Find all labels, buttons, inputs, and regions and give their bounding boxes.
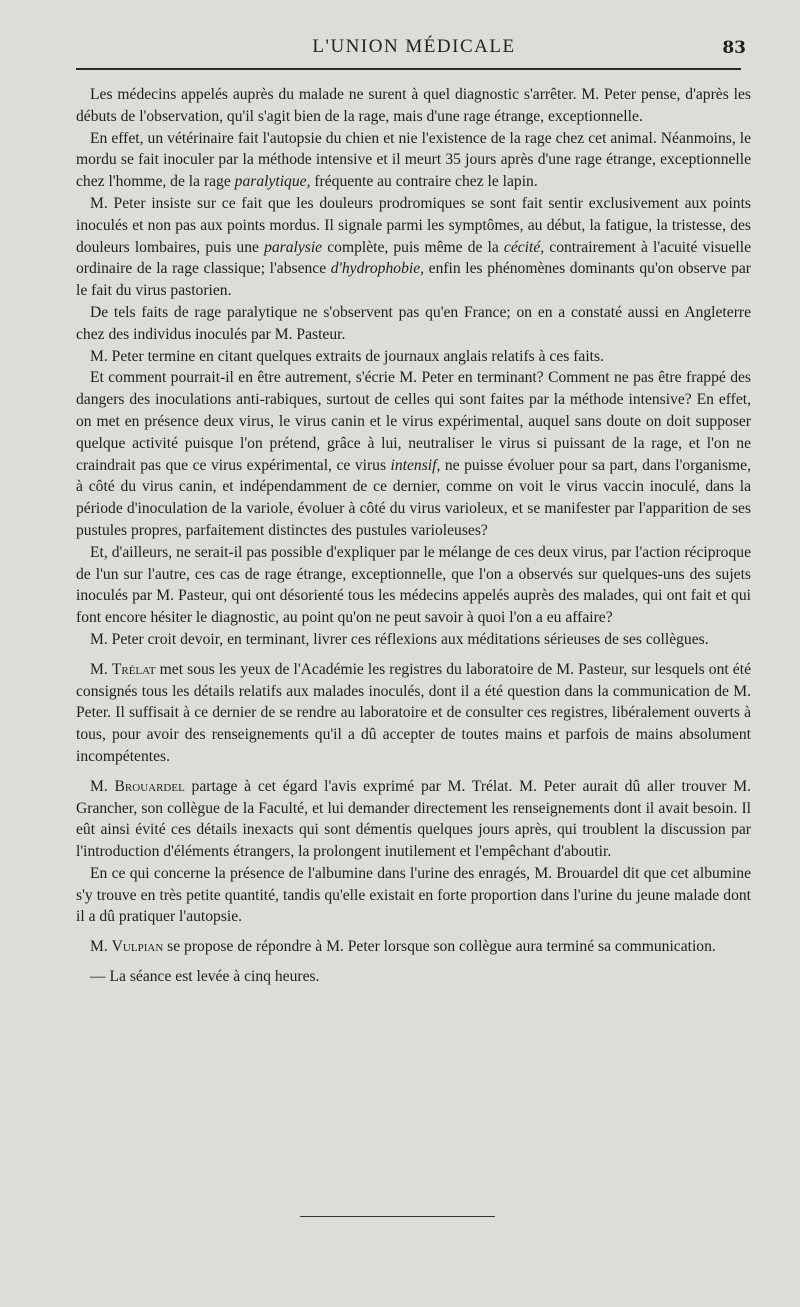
emphasis-text: d'hydrophobie, (330, 260, 425, 278)
text-run: M. (90, 777, 115, 795)
text-run: partage à cet égard l'avis exprimé par M. Trélat. M. Peter aurait dû aller trouver M. Grancher, son collègue de la Faculté, et lui demander directement les renseignements dont il avait besoin. Il eût ainsi évité ces détails inexacts qui sont démentis quelques jours après, qui troublent la discussion par l'introduction d'éléments étrangers, la prolongent inutilement et l'empêchant d'aboutir. (76, 777, 751, 861)
text-run: — La séance est levée à cinq heures. (90, 968, 320, 986)
text-run: contrairement à l'acuité visuelle ordinaire de la rage classique; l'absence (76, 238, 751, 278)
text-run: M. Peter insiste sur ce fait que les douleurs prodromiques se sont fait sentir exclusivement aux points inoculés et non pas aux points mordus. Il signale parmi les symptômes, au début, la fatigue, la tristesse, des douleurs lombaires, puis une (76, 194, 751, 256)
page-header (76, 30, 752, 64)
speaker-name: Brouardel (114, 777, 185, 795)
speaker-name: Trélat (111, 660, 156, 678)
paragraph (76, 346, 751, 368)
text-run: Et comment pourrait-il en être autrement, s'écrie M. Peter en terminant? Comment ne pas être frappé des dangers des inoculations anti-rabiques, surtout de celles qui sont faites par la méthode intensive? En effet, on met en présence deux virus, le virus canin et le virus expérimental, auquel sans doute on doit supposer quelque activité puisque l'on prétend, grâce à lui, neutraliser le virus si puissant de la rage, et l'on ne craindrait pas que ce virus expérimental, ce virus (76, 369, 751, 474)
paragraph (76, 776, 751, 863)
paragraph (76, 302, 751, 346)
closing-rule (300, 1216, 495, 1217)
paragraph (76, 659, 751, 768)
running-title: L'UNION MÉDICALE (312, 36, 516, 57)
text-run: Et, d'ailleurs, ne serait-il pas possible d'expliquer par le mélange de ces deux virus, par l'action réciproque de l'un sur l'autre, ces cas de rage étrange, exceptionnelle, que l'on a observés sur quelques-uns des sujets inoculés par M. Pasteur, qui ont désorienté tous les médecins appelés auprès des malades, qui ont fait et qui font encore hésiter le diagnostic, au point qu'on ne peut savoir à quoi l'on a eu affaire? (76, 543, 751, 627)
paragraph (76, 629, 751, 651)
text-run: En effet, un vétérinaire fait l'autopsie du chien et nie l'existence de la rage chez cet animal. Néanmoins, le mordu se fait inoculer par la méthode intensive et il meurt 35 jours après d'une rage étrange, exceptionnelle chez l'homme, de la rage (76, 129, 751, 191)
emphasis-text: cécité, (503, 238, 545, 256)
text-run: M. Peter croit devoir, en terminant, livrer ces réflexions aux méditations sérieuses de ses collègues. (90, 630, 709, 648)
paragraph (76, 966, 751, 988)
text-run: M. Peter termine en citant quelques extraits de journaux anglais relatifs à ces faits. (90, 347, 604, 365)
speaker-name: Vulpian (111, 938, 164, 956)
article-body (76, 84, 751, 988)
emphasis-text: intensif, (390, 456, 441, 474)
text-run: En ce qui concerne la présence de l'albumine dans l'urine des enragés, M. Brouardel dit que cet albumine s'y trouve en très petite quantité, tandis qu'elle existait en forte proportion dans l'urine du jeune malade dont il a dû pratiquer l'autopsie. (76, 864, 751, 926)
text-run: met sous les yeux de l'Académie les registres du laboratoire de M. Pasteur, sur lesquels ont été consignés tous les détails relatifs aux malades inoculés, dont il a été question dans la communication de M. Peter. Il suffisait à ce dernier de se rendre au laboratoire et de consulter ces registres, libéralement ouverts à tous, pour avoir des renseignements qu'il a dû accepter de toutes mains et parfois de mains absolument incompétentes. (76, 660, 751, 765)
text-run: enfin les phénomènes dominants qu'on observe par le fait du virus pastorien. (76, 260, 751, 300)
text-run: M. (90, 938, 112, 956)
emphasis-text: paralytique, (234, 173, 311, 191)
text-run: se propose de répondre à M. Peter lorsque son collègue aura terminé sa communication. (163, 938, 716, 956)
text-run: M. (90, 660, 112, 678)
paragraph (76, 936, 751, 958)
text-run: fréquente au contraire chez le lapin. (310, 173, 538, 191)
paragraph (76, 367, 751, 541)
paragraph (76, 84, 751, 128)
emphasis-text: paralysie (264, 238, 323, 256)
paragraph (76, 542, 751, 629)
paragraph (76, 128, 751, 193)
header-rule (76, 68, 741, 70)
text-run: complète, puis même de la (322, 238, 504, 256)
page-number: 83 (722, 38, 746, 58)
text-run: Les médecins appelés auprès du malade ne surent à quel diagnostic s'arrêter. M. Peter pense, d'après les débuts de l'observation, qu'il s'agit bien de la rage, mais d'une rage étrange, exceptionnelle. (76, 86, 751, 125)
text-run: ne puisse évoluer pour sa part, dans l'organisme, à côté du virus canin, et indépendamment de ce dernier, comme on voit le virus vaccin inoculé, dans la période d'inoculation de la variole, évoluer à côté du virus varioleux, et se manifester par l'apparition de ses pustules propres, parfaitement distinctes des pustules varioleuses? (76, 456, 751, 539)
paragraph (76, 193, 751, 302)
paragraph (76, 863, 751, 928)
text-run: De tels faits de rage paralytique ne s'observent pas qu'en France; on en a constaté aussi en Angleterre chez des individus inoculés par M. Pasteur. (76, 303, 751, 343)
